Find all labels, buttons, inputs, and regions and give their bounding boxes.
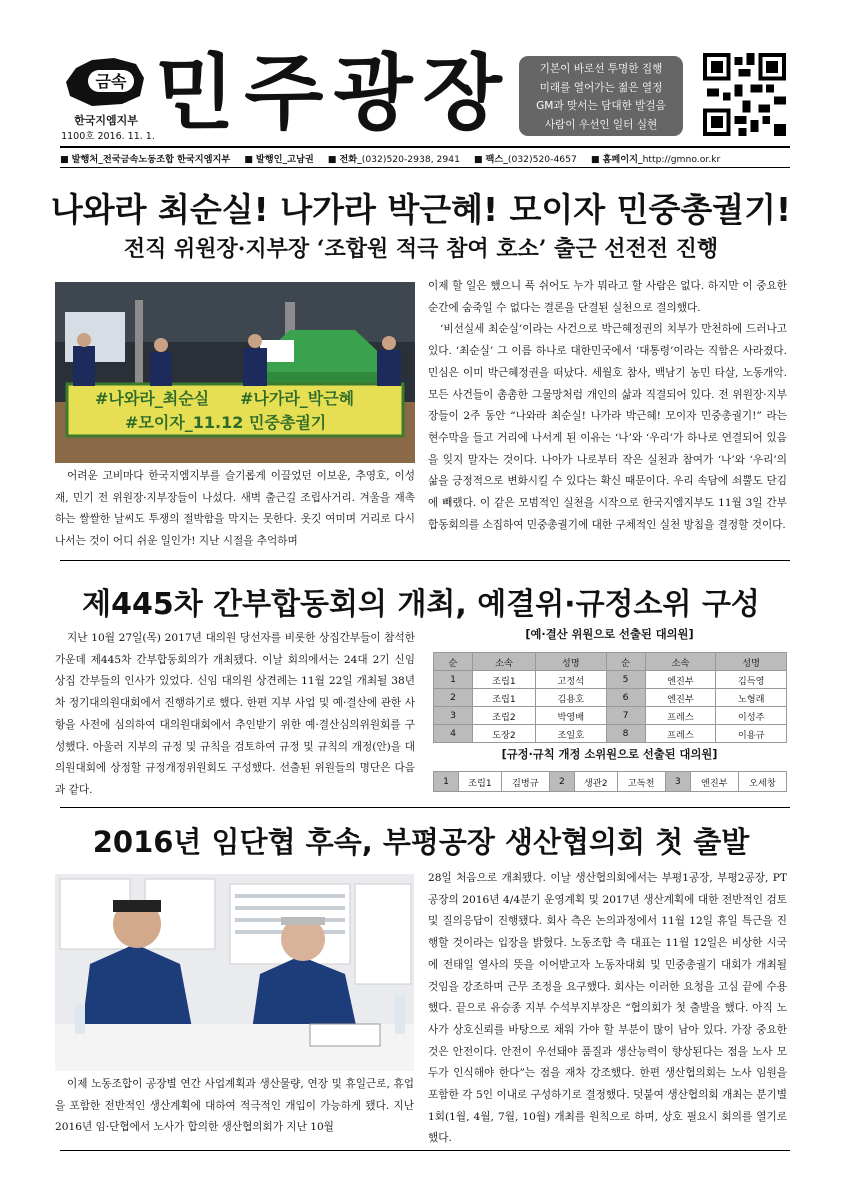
- slogan-box: [519, 56, 683, 136]
- qr-code-icon[interactable]: [703, 53, 786, 136]
- table1-caption: [예·결산 위원으로 선출된 대의원]: [525, 628, 694, 641]
- slogan: 사람이 우선인 일터 실현: [544, 118, 658, 131]
- divider: [60, 807, 790, 808]
- rules-subcommittee-table: [433, 771, 787, 792]
- branch-name: 한국지엠지부: [74, 114, 138, 127]
- slogan: 기본이 바로선 투명한 집행: [539, 63, 663, 75]
- article3-right-text: 28일 처음으로 개최됐다. 이날 생산협의회에서는 부평1공장, 부평2공장, PT공장의 2016년 4/4분기 운영계획 및 2017년 생산계획에 대한 전반적인 검토 및 질의응답이 진행됐다. 회사 측은 논의과정에서 11월 12일 휴일 특근을 진행할 것이라는 입장을 밝혔다. 노동조합 측 대표는 11월 12일은 비상한 시국에 전태일 열사의 뜻을 이어받고자 노동자대회 및 민중총궐기 대회가 개최될 것임을 강조하며 근무 조정을 요구했다. 회사는 이러한 요청을 고심 끝에 수용했다. 끝으로 유승종 지부 수석부지부장은 “협의회가 첫 출발을 했다. 아직 노사가 상호신뢰를 바탕으로 채워 가야 할 부분이 많이 남아 있다. 가장 중요한 것은 안전이다. 안전이 우선돼야 품질과 생산능력이 향상된다는 점을 노사 모두가 인식해야 한다”는 점을 재차 강조했다. 한편 생산협의회는 노사 임원을 포함한 각 5인 이내로 구성하기로 결정했다. 덧붙여 생산협의회 개최는 분기별 1회(1월, 4월, 7월, 10월) 개최를 원칙으로 하며, 상호 필요시 회의를 열기로 했다.: [428, 872, 787, 1145]
- table-row: 2 조립1 김용호 6 엔진부 노형래: [434, 689, 787, 707]
- divider: [60, 560, 790, 561]
- issuer: 고남권: [287, 154, 314, 165]
- article1-subhead: 전직 위원장·지부장 ‘조합원 적극 참여 호소’ 출근 선전전 진행: [123, 236, 719, 262]
- publication-info-bar: ■ 발행처_전국금속노동조합 한국지엠지부 ■ 발행인_고남권 ■ 전화_(032)520-2938, 2941 ■ 팩스_(032)520-4657 ■ 홈페이지_http://gmno.or.kr: [60, 154, 721, 165]
- article1-headline: 나와라 최순실! 나가라 박근혜! 모이자 민중총궐기!: [50, 190, 792, 229]
- table-row: 1 조립1 김병규 2 생관2 고독천 3 엔진부 오세창: [434, 772, 787, 792]
- phone: (032)520-2938, 2941: [361, 154, 460, 165]
- fax: (032)520-4657: [507, 154, 577, 165]
- table-row: 3 조립2 박영배 7 프레스 이성주: [434, 707, 787, 725]
- banner-text: #나와라_최순실: [95, 389, 210, 408]
- divider: [60, 1150, 790, 1151]
- publisher: 전국금속노동조합 한국지엠지부: [102, 154, 231, 165]
- article3-headline: 2016년 임단협 후속, 부평공장 생산협의회 첫 출발: [92, 825, 750, 859]
- issue-info: 1100호 2016. 11. 1.: [61, 131, 155, 142]
- divider: [60, 146, 790, 148]
- union-logo: [62, 52, 148, 112]
- article1-left-text: 어려운 고비마다 한국지엠지부를 슬기롭게 이끌었던 이보운, 추영호, 이성재, 민기 전 위원장·지부장들이 나섰다. 새벽 출근길 조립사거리. 겨울을 재촉하는 쌀쌀한 날씨도 투쟁의 절박함을 막지는 못한다. 옷깃 여미며 거리로 다시 나서는 것이 어디 쉬운 일인가! 지난 시절을 추억하며: [55, 470, 415, 548]
- banner-text: #나가라_박근혜: [240, 389, 355, 408]
- table2-caption: [규정·규칙 개정 소위원으로 선출된 대의원]: [501, 748, 718, 761]
- article2-headline: 제445차 간부합동회의 개최, 예결위·규정소위 구성: [82, 587, 760, 622]
- website-link: http://gmno.or.kr: [642, 154, 721, 165]
- table-row: 1 조립1 고정석 5 엔진부 김득영: [434, 671, 787, 689]
- divider: [60, 167, 790, 168]
- slogan: GM과 맞서는 담대한 발걸음: [536, 100, 666, 112]
- budget-committee-table: [433, 652, 787, 743]
- banner-text: #모이자_11.12 민중총궐기: [125, 413, 327, 432]
- article1-right-text: 이제 할 일은 했으니 푹 쉬어도 누가 뭐라고 할 사람은 없다. 하지만 이 중요한 순간에 숨죽일 수 없다는 결론을 단결된 실천으로 결의했다. ‘비선실세 최순실’이라는 사건으로 박근혜정권의 치부가 만천하에 드러나고 있다. ‘최순실’ 그 이름 하나로 대한민국에서 ‘대통령’이라는 직함은 사라졌다. 민심은 이미 박근혜정권을 떠났다. 세월호 참사, 백남기 농민 타살, 노동개악. 모든 사건들이 촘촘한 그물망처럼 개인의 삶과 직결되어 있다. 전 위원장·지부장들이 2주 동안 “나와라 최순실! 나가라 박근혜! 모이자 민중총궐기!” 라는 현수막을 들고 거리에 나서게 된 이유는 ‘나’와 ‘우리’가 하나로 연결되어 있음을 잊지 말자는 것이다. 나아가 나로부터 작은 실천과 참여가 ‘나’와 ‘우리’의 삶을 긍정적으로 변화시킬 수 있다는 확신 때문이다. 우리 속담에 쇠뿔도 단김에 빼랬다. 이 같은 모범적인 실천을 시작으로 한국지엠지부도 11월 3일 간부합동회의를 소집하여 민중총궐기에 대한 구체적인 실천 방침을 결정할 것이다.: [428, 280, 787, 531]
- article3-left-text: 이제 노동조합이 공장별 연간 사업계획과 생산물량, 연장 및 휴일근로, 휴업을 포함한 전반적인 생산계획에 대하여 적극적인 개입이 가능하게 됐다. 지난 2016년 임·단협에서 노사가 합의한 생산협의회가 지난 10월: [55, 1078, 414, 1134]
- newspaper-title: 민주광장: [155, 46, 512, 141]
- slogan: 미래를 열어가는 젊은 열정: [539, 81, 663, 94]
- article2-text: 지난 10월 27일(목) 2017년 대의원 당선자를 비롯한 상집간부들이 참석한 가운데 제445차 간부합동회의가 개최됐다. 이날 회의에서는 24대 2기 신임 상집 간부들의 인사가 있었다. 신임 대의원 상견례는 11월 22일 개최될 38년차 정기대의원대회에서 진행하기로 했다. 한편 지부 사업 및 예·결산에 관한 사항을 사전에 심의하여 대의원대회에서 추인받기 위한 예·결산심의위원회를 구성했다. 아울러 지부의 규정 및 규칙을 검토하여 규정 및 규칙의 개정(안)을 대의원대회에 상정할 규정개정위원회도 구성했다. 선출된 위원들의 명단은 다음과 같다.: [55, 632, 415, 796]
- article1-photo: [55, 282, 415, 463]
- table-row: 4 도장2 조일호 8 프레스 이용규: [434, 725, 787, 743]
- logo-text: 금속: [95, 72, 127, 91]
- table-header-row: 순 소속 성명 순 소속 성명: [434, 653, 787, 671]
- article3-photo: [55, 874, 414, 1071]
